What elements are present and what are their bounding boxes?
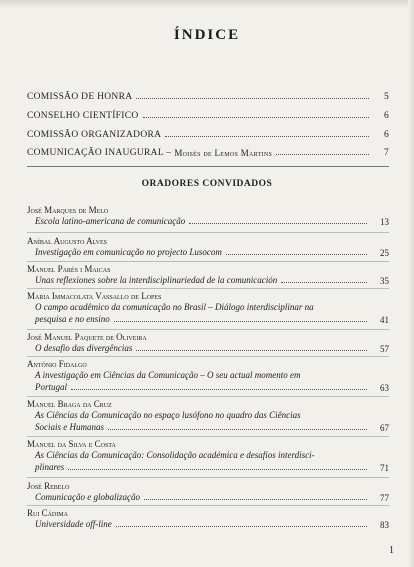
toc-label: COMISSÃO DE HONRA (27, 92, 133, 102)
entry-author: Manuel Braga da Cruz (27, 399, 112, 409)
entry-title: O desafio das divergências (35, 343, 133, 353)
entry-page: 25 (380, 248, 389, 258)
leader-dots (108, 429, 367, 430)
entry-title: Unas reflexiones sobre la interdisciplinariedad de la comunicación (35, 275, 278, 285)
toc-label: COMISSÃO ORGANIZADORA (27, 130, 162, 140)
entry-page: 71 (380, 462, 389, 473)
list-item (27, 439, 389, 473)
entry-title-cont: pesquisa e no ensino (35, 313, 110, 324)
entry-author: António Fidalgo (27, 359, 87, 369)
leader-dots (226, 254, 367, 255)
divider (27, 356, 389, 357)
entry-author: Manuel da Silva e Costa (27, 439, 116, 449)
toc-page: 5 (383, 92, 389, 102)
entry-author: José Marques de Melo (27, 205, 109, 215)
list-item (27, 332, 389, 354)
entry-page: 67 (380, 422, 389, 433)
divider (27, 232, 389, 233)
leader-dots (136, 350, 367, 351)
entry-author: Manuel Parés i Maicas (27, 264, 111, 274)
toc-row (27, 86, 389, 102)
page-number: 1 (389, 545, 394, 556)
page-edge (0, 0, 414, 8)
entry-title: O campo acadêmico da comunicação no Brasil – Diálogo interdisciplinar na (35, 302, 314, 312)
divider (27, 436, 389, 437)
entry-title-cont: plinares (35, 461, 65, 472)
entry-author: Aníbal Augusto Alves (27, 236, 108, 246)
list-item (27, 236, 389, 258)
entry-title-cont: Sociais e Humanas (35, 421, 104, 432)
entry-page: 77 (380, 493, 389, 503)
entry-author: José Rebelo (27, 481, 70, 491)
leader-dots (281, 282, 367, 283)
leader-dots (189, 223, 367, 224)
list-item (27, 359, 389, 393)
entry-title: Universidade off-line (35, 519, 112, 529)
entry-author: José Manuel Paquete de Oliveira (27, 332, 147, 342)
leader-dots (116, 526, 367, 527)
page-edge (408, 0, 414, 567)
section-heading: ORADORES CONVIDADOS (141, 179, 273, 189)
leader-dots (114, 321, 367, 322)
leader-dots (68, 469, 367, 470)
divider (27, 505, 389, 506)
toc-label: COMUNICAÇÃO INAUGURAL – (27, 148, 172, 158)
toc-page: 6 (383, 130, 389, 140)
entry-title: As Ciências da Comunicação: Consolidação académica e desafios interdisci- (35, 450, 315, 460)
list-item (27, 264, 389, 286)
entry-title: As Ciências da Comunicação no espaço lusófono no quadro das Ciências (35, 410, 301, 420)
list-item (27, 399, 389, 433)
divider (27, 261, 389, 262)
list-item (27, 508, 389, 530)
entry-title: A investigação em Ciências da Comunicação – O seu actual momento em (35, 370, 301, 380)
leader-dots (276, 153, 369, 155)
leader-dots (136, 97, 369, 99)
leader-dots (71, 389, 367, 390)
entry-page: 83 (380, 520, 389, 530)
entry-page: 57 (380, 344, 389, 354)
divider (27, 396, 389, 397)
divider (27, 288, 389, 289)
leader-dots (165, 135, 369, 137)
entry-title: Escola latino-americana de comunicação (35, 216, 186, 226)
page-title: ÍNDICE (173, 27, 241, 43)
leader-dots (143, 116, 369, 118)
toc-label: CONSELHO CIENTÍFICO (27, 111, 139, 121)
divider (27, 477, 389, 478)
list-item (27, 291, 389, 325)
entry-page: 13 (380, 217, 389, 227)
entry-title: Comunicação e globalização (35, 492, 140, 502)
toc-row (27, 142, 389, 158)
entry-title: Investigação em comunicação no projecto Lusocom (35, 247, 222, 257)
leader-dots (144, 499, 367, 500)
entry-page: 63 (380, 382, 389, 393)
entry-page: 35 (380, 276, 389, 286)
toc-author: Moisés de Lemos Martins (174, 148, 273, 158)
toc-page: 6 (383, 111, 389, 121)
entry-page: 41 (380, 314, 389, 325)
toc-page: 7 (383, 148, 389, 158)
list-item (27, 205, 389, 227)
entry-title-cont: Portugal (35, 381, 68, 392)
divider (27, 166, 389, 167)
toc-row (27, 124, 389, 140)
divider (27, 329, 389, 330)
entry-author: Maria Immacolata Vassallo de Lopes (27, 291, 162, 301)
toc-row (27, 105, 389, 121)
list-item (27, 481, 389, 503)
entry-author: Rui Cádima (27, 508, 68, 518)
